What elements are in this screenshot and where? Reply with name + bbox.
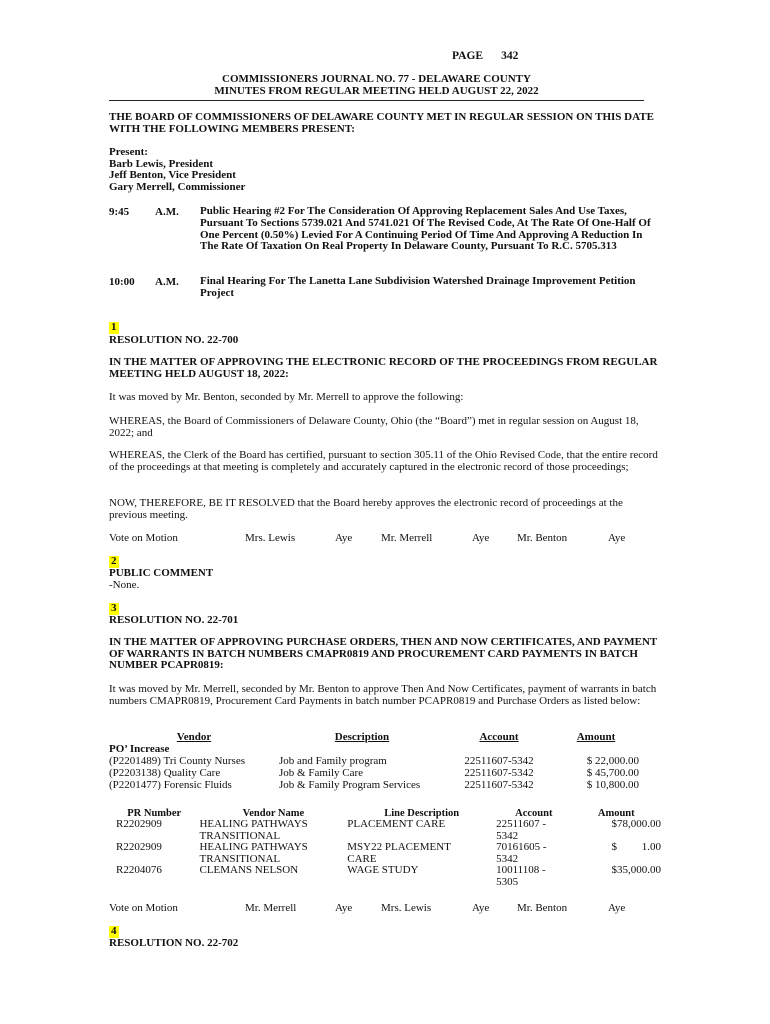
vote-label: Vote on Motion [109,902,178,914]
item-1-whereas-1: WHEREAS, the Board of Commissioners of Delaware County, Ohio (the “Board”) met in regular session on August 18, 2022; and [109,415,639,439]
po-vendor: (P2201489) Tri County Nurses [109,755,245,767]
vote-value-3: Aye [608,902,626,914]
po-header-row [109,731,639,743]
po-vendor: (P2201477) Forensic Fluids [109,779,232,791]
page-number-value: 342 [501,50,519,62]
member-3: Gary Merrell, Commissioner [109,180,246,193]
pr-vendor: CLEMANS NELSON [199,864,299,876]
item-1-title: IN THE MATTER OF APPROVING THE ELECTRONIC RECORD OF THE PROCEEDINGS FROM REGULAR MEETING HELD AUGUST 18, 2022: [109,356,658,380]
po-header-account: Account [479,731,519,743]
table-row [109,767,639,779]
present-label: Present: [109,146,148,158]
pr-account: 22511607 - 5342 [496,818,547,842]
item-4-number: 4 [111,925,117,937]
po-description: Job & Family Program Services [279,779,421,791]
pr-number: R2202909 [116,818,162,830]
page-number [452,50,518,62]
po-header-amount: Amount [576,731,616,743]
pr-header-amount: Amount [597,808,635,819]
schedule-time: 10:00 [109,276,135,288]
po-amount: $ 10,800.00 [586,779,639,791]
po-amount: $ 45,700.00 [586,767,639,779]
vote-value-1: Aye [335,532,353,544]
item-2-body: -None. [109,579,140,591]
schedule-ampm: A.M. [155,206,179,218]
item-2-number: 2 [111,555,117,567]
po-account: 22511607-5342 [464,779,534,791]
pr-header-vendor: Vendor Name [242,808,305,819]
pr-header-account: Account [515,808,553,819]
table-row [109,779,639,791]
present-members [109,147,661,193]
schedule-description: Final Hearing For The Lanetta Lane Subdivision Watershed Drainage Improvement Petition Project [200,275,636,299]
item-1-vote-row [109,532,661,544]
item-3-moved: It was moved by Mr. Merrell, seconded by Mr. Benton to approve Then And Now Certificates, payment of warrants in batch numbers CMAPR0819, Procurement Card Payments in batch number PCAPR0819 and Purchase Orders as listed below: [109,683,657,707]
vote-member-3: Mr. Benton [517,902,568,914]
header-divider [109,100,644,101]
intro-text: THE BOARD OF COMMISSIONERS OF DELAWARE COUNTY MET IN REGULAR SESSION ON THIS DATE WITH THE FOLLOWING MEMBERS PRESENT: [109,111,654,135]
item-1-resolved: NOW, THEREFORE, BE IT RESOLVED that the Board hereby approves the electronic record of proceedings at the previous meeting. [109,497,623,521]
po-header-vendor: Vendor [176,731,212,743]
item-4-resolution: RESOLUTION NO. 22-702 [109,937,239,949]
table-row [109,819,661,842]
item-1-moved: It was moved by Mr. Benton, seconded by Mr. Merrell to approve the following: [109,391,464,403]
pr-account: 10011108 - 5305 [496,864,546,888]
pr-line-description: MSY22 PLACEMENT CARE [347,841,451,865]
vote-value-3: Aye [608,532,626,544]
item-3-number: 3 [111,602,117,614]
item-3-title: IN THE MATTER OF APPROVING PURCHASE ORDERS, THEN AND NOW CERTIFICATES, AND PAYMENT OF WARRANTS IN BATCH NUMBERS CMAPR0819 AND PROCUREMENT CARD PAYMENTS IN BATCH NUMBER PCAPR0819: [109,636,658,672]
table-row [109,865,661,888]
item-3-resolution: RESOLUTION NO. 22-701 [109,614,239,626]
schedule-description: Public Hearing #2 For The Consideration Of Approving Replacement Sales And Use Taxes, Pursuant To Sections 5739.021 And 5741.021 Of The Revised Code, At The Rate Of One-Half Of One Percent (0.50%) Levied For A Continuing Period Of Time And Approving A Reduction In The Rate Of Taxation On Real Property In Delaware County, Pursuant To R.C. 5705.313 [200,205,651,253]
schedule-ampm: A.M. [155,276,179,288]
vote-member-1: Mrs. Lewis [245,532,296,544]
vote-label: Vote on Motion [109,532,178,544]
po-header-description: Description [334,731,390,743]
schedule-time: 9:45 [109,206,130,218]
vote-member-1: Mr. Merrell [245,902,297,914]
item-3-vote-row [109,902,661,914]
vote-member-3: Mr. Benton [517,532,568,544]
po-account: 22511607-5342 [464,755,534,767]
vote-value-2: Aye [472,532,490,544]
header-line-2: MINUTES FROM REGULAR MEETING HELD AUGUST 22, 2022 [214,85,539,97]
journal-header [109,73,644,97]
table-row [109,842,661,865]
pr-line-description: PLACEMENT CARE [347,818,446,830]
pr-account: 70161605 - 5342 [496,841,547,865]
pr-vendor: HEALING PATHWAYS TRANSITIONAL [199,818,308,842]
pr-vendor: HEALING PATHWAYS TRANSITIONAL [199,841,308,865]
vote-value-2: Aye [472,902,490,914]
item-1-resolution: RESOLUTION NO. 22-700 [109,334,239,346]
vote-member-2: Mrs. Lewis [381,902,432,914]
item-1-number: 1 [111,321,117,333]
member-1: Barb Lewis, President [109,157,213,170]
purchase-order-table [109,731,639,791]
po-description: Job and Family program [279,755,387,767]
pr-amount: $ 1.00 [611,841,661,853]
pr-amount: $35,000.00 [611,864,661,876]
po-account: 22511607-5342 [464,767,534,779]
vote-member-2: Mr. Merrell [381,532,433,544]
pr-header-number: PR Number [127,808,182,819]
member-2: Jeff Benton, Vice President [109,169,236,182]
po-group-row [109,743,639,755]
pr-amount: $78,000.00 [611,818,661,830]
po-group-label: PO’ Increase [109,743,170,755]
header-line-1: COMMISSIONERS JOURNAL NO. 77 - DELAWARE COUNTY [222,73,531,85]
po-vendor: (P2203138) Quality Care [109,767,221,779]
vote-value-1: Aye [335,902,353,914]
po-amount: $ 22,000.00 [586,755,639,767]
pr-header-line-description: Line Description [384,808,460,819]
table-row [109,755,639,767]
item-1-whereas-2: WHEREAS, the Clerk of the Board has certified, pursuant to section 305.11 of the Ohio Revised Code, that the entire record of the proceedings at that meeting is completely and accurately captured in the electronic record of those proceedings; [109,449,658,473]
pr-number: R2202909 [116,841,162,853]
po-description: Job & Family Care [279,767,364,779]
pr-number: R2204076 [116,864,162,876]
page-label: PAGE [452,50,484,62]
purchase-requisition-table [109,808,661,888]
item-2-title: PUBLIC COMMENT [109,567,214,579]
pr-line-description: WAGE STUDY [347,864,419,876]
